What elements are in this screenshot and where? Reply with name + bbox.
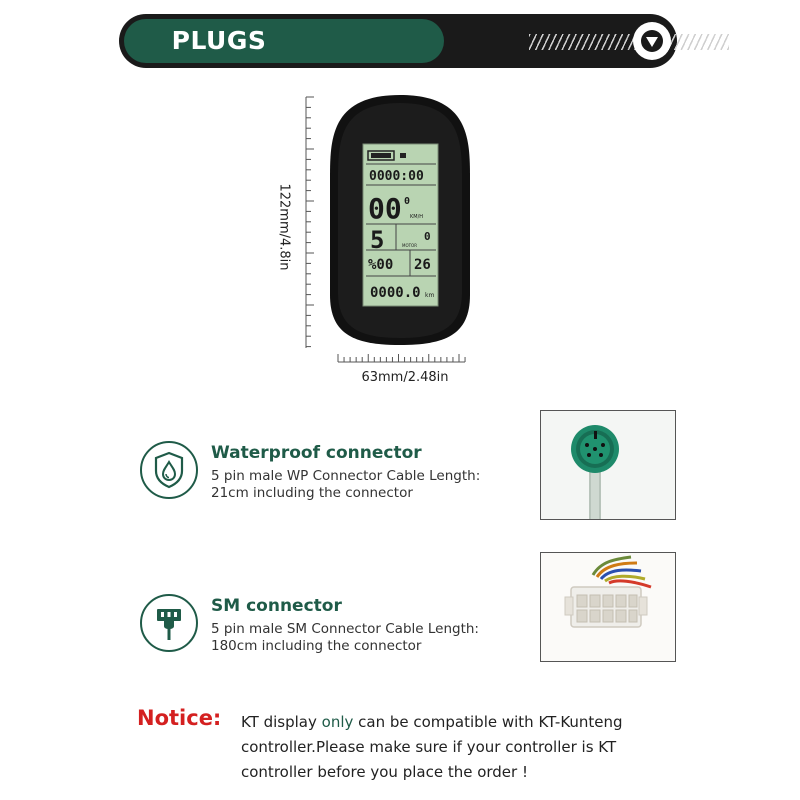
notice-text-highlight: only bbox=[321, 713, 354, 731]
lcd-speed: 00 bbox=[368, 192, 402, 225]
lcd-temp: 26 bbox=[414, 257, 431, 273]
plug-icon bbox=[140, 594, 198, 652]
lcd-time: 0000:00 bbox=[369, 169, 424, 184]
page-title: PLUGS bbox=[171, 26, 267, 55]
notice-text bbox=[241, 710, 681, 785]
sm-connector-photo bbox=[540, 552, 676, 662]
lcd-speed-decimal: 0 bbox=[404, 196, 411, 207]
height-dimension-label: 122mm/4.8in bbox=[276, 183, 292, 271]
notice-label: Notice: bbox=[137, 706, 222, 730]
lcd-odo-unit: km bbox=[425, 292, 435, 299]
feature-description: 5 pin male SM Connector Cable Length: 180cm including the connector bbox=[211, 621, 479, 654]
feature-title: SM connector bbox=[211, 596, 342, 616]
feature-description: 5 pin male WP Connector Cable Length: 21cm including the connector bbox=[211, 468, 481, 501]
lcd-percent: %00 bbox=[368, 257, 394, 273]
lcd-level: 5 bbox=[370, 226, 385, 254]
notice-text-before: KT display bbox=[241, 713, 322, 731]
lcd-odo: 0000.0 bbox=[370, 285, 421, 301]
lcd-level-right: 0 bbox=[424, 230, 431, 243]
notice-text-after: can be compatible with KT-Kunteng controller.Please make sure if your controller is KT controller before you place the order ! bbox=[241, 713, 623, 781]
lcd-motor-label: MOTOR bbox=[402, 243, 417, 248]
lcd-display-device bbox=[330, 95, 470, 345]
feature-title: Waterproof connector bbox=[211, 443, 422, 463]
width-dimension-label: 63mm/2.48in bbox=[361, 370, 449, 385]
waterproof-connector-photo bbox=[540, 410, 676, 520]
lcd-speed-unit: KM/H bbox=[410, 214, 424, 220]
waterproof-icon bbox=[140, 441, 198, 499]
